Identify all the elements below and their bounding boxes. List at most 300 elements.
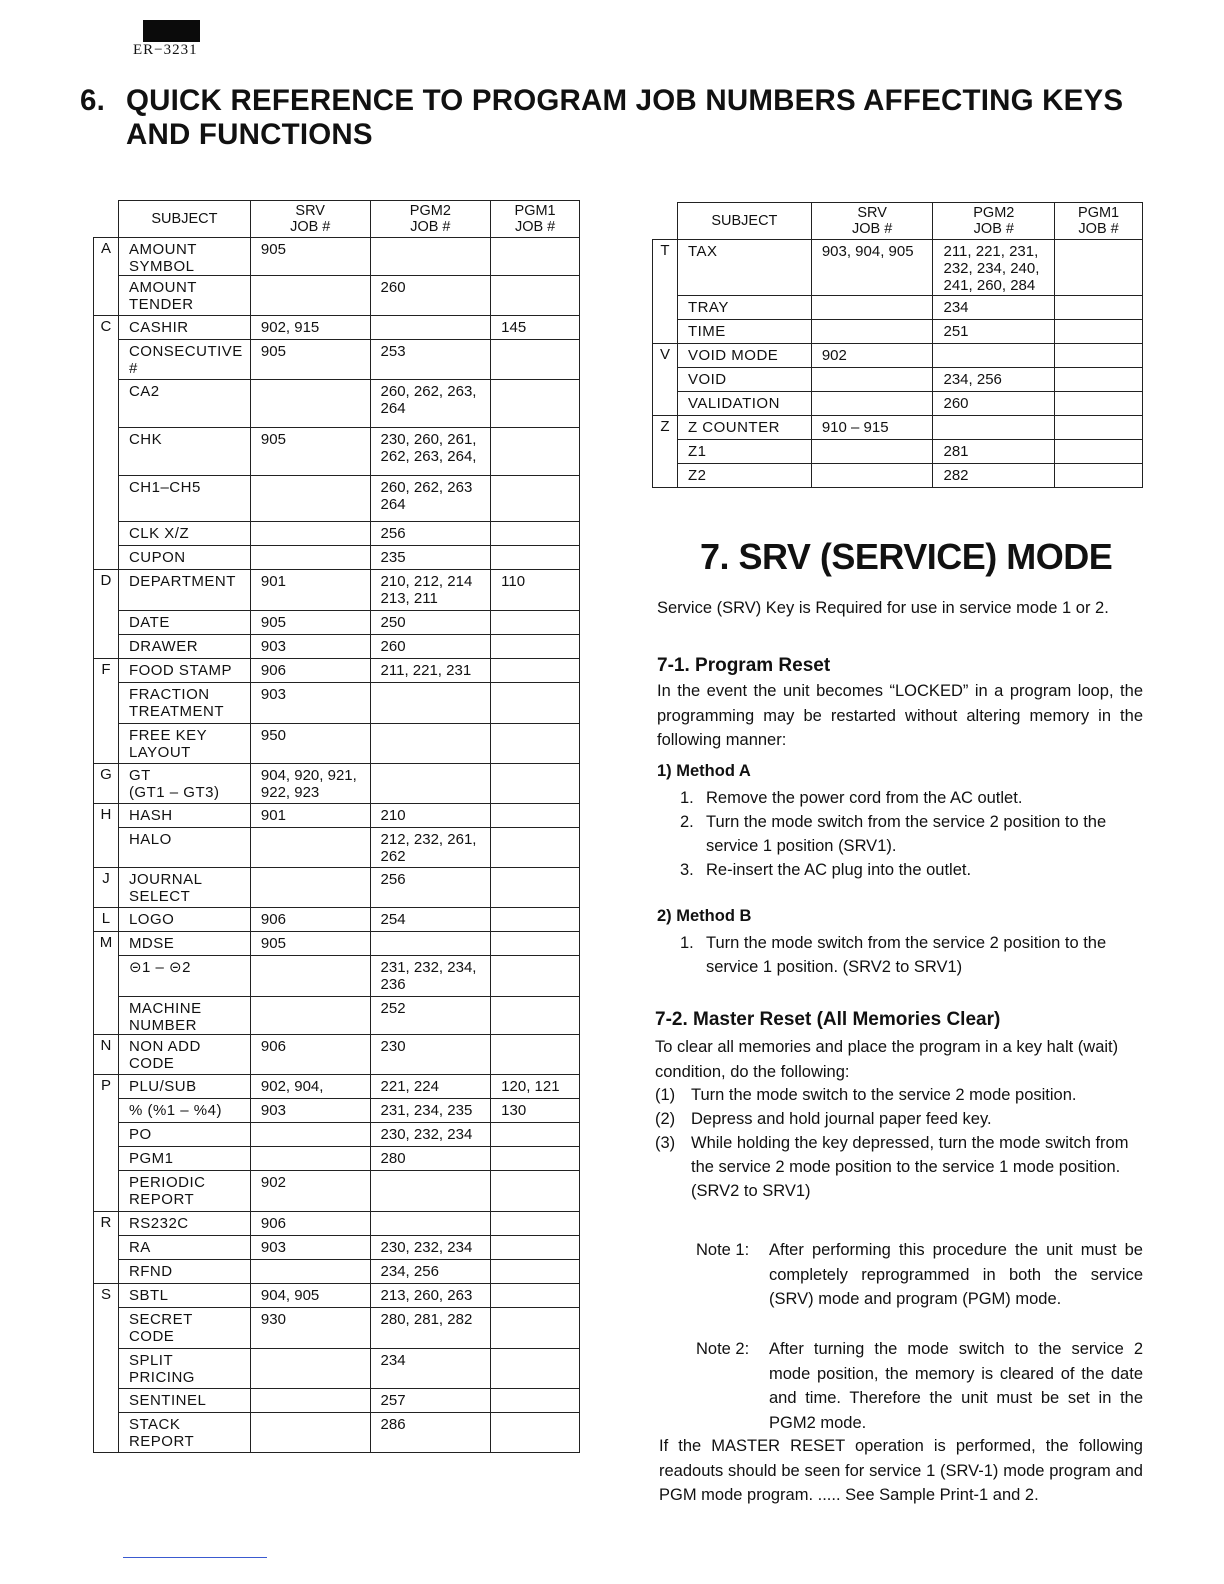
footer-divider [123,1557,267,1558]
row-pgm1-job [491,1123,580,1147]
row-pgm2-job: 286 [370,1413,491,1453]
row-pgm1-job [491,1147,580,1171]
row-subject: TIME [677,320,811,344]
row-pgm2-job: 212, 232, 261, 262 [370,828,491,868]
row-subject: CUPON [118,546,250,570]
row-pgm1-job [491,1171,580,1212]
row-pgm2-job: 253 [370,340,491,380]
row-pgm1-job [491,868,580,908]
row-subject: RFND [118,1260,250,1284]
row-letter [94,522,119,546]
table-row [94,1284,580,1308]
row-letter [94,546,119,570]
row-pgm2-job: 257 [370,1389,491,1413]
note-1-text: After performing this procedure the unit must be completely reprogrammed in both the service (SRV) mode and program (PGM) mode. [769,1241,1143,1308]
header-pgm2: PGM2 JOB # [370,201,491,238]
master-reset-step: (3) While holding the key depressed, turn the mode switch from the service 2 mode position to the service 1 mode position. (SRV2 to SRV1) [655,1134,1129,1200]
row-subject: SPLIT PRICING [118,1349,250,1389]
row-srv-job: 906 [250,1035,370,1075]
table-row [94,546,580,570]
row-subject: FOOD STAMP [118,659,250,683]
row-subject: FRACTION TREATMENT [118,683,250,724]
row-subject: % (%1 – %4) [118,1099,250,1123]
table-row [94,1413,580,1453]
row-pgm1-job [491,724,580,764]
table-row [94,1389,580,1413]
section-7-2-title: 7-2. Master Reset (All Memories Clear) [655,1009,1001,1030]
row-letter [653,440,678,464]
row-pgm2-job: 260, 262, 263, 264 [370,380,491,428]
row-pgm2-job: 234 [370,1349,491,1389]
row-pgm2-job: 213, 260, 263 [370,1284,491,1308]
row-srv-job: 905 [250,428,370,476]
row-pgm2-job: 234, 256 [933,368,1055,392]
row-srv-job [811,392,933,416]
row-pgm2-job: 211, 221, 231, 232, 234, 240, 241, 260, 284 [933,240,1055,296]
row-pgm2-job: 256 [370,522,491,546]
row-pgm2-job [370,932,491,956]
row-subject: AMOUNT SYMBOL [118,238,250,276]
table-row [94,956,580,997]
row-srv-job: 902, 904, [250,1075,370,1099]
table-header-row [653,203,1143,240]
row-subject: CA2 [118,380,250,428]
table-row [653,416,1143,440]
table-row [94,1236,580,1260]
row-pgm2-job: 230, 260, 261, 262, 263, 264, [370,428,491,476]
table-row [94,659,580,683]
row-pgm2-job: 234 [933,296,1055,320]
row-pgm2-job [370,764,491,804]
row-letter [94,1413,119,1453]
row-subject: SENTINEL [118,1389,250,1413]
row-letter [94,1349,119,1389]
row-subject: VALIDATION [677,392,811,416]
row-srv-job [250,276,370,316]
method-a-step: 1. Remove the power cord from the AC outlet. [680,789,1023,807]
row-srv-job [811,440,933,464]
row-letter [94,1260,119,1284]
row-pgm1-job [491,1389,580,1413]
row-subject: FREE KEY LAYOUT [118,724,250,764]
row-pgm2-job [370,238,491,276]
row-pgm2-job: 260 [933,392,1055,416]
table-row [94,828,580,868]
row-letter [653,392,678,416]
row-srv-job [250,828,370,868]
row-pgm2-job: 260 [370,635,491,659]
table-row [94,1260,580,1284]
row-pgm1-job [491,956,580,997]
table-row [653,464,1143,488]
row-pgm2-job: 256 [370,868,491,908]
row-pgm2-job: 230, 232, 234 [370,1123,491,1147]
table-row [94,340,580,380]
section-6-number: 6. [80,84,106,117]
table-row [94,997,580,1035]
row-letter [94,683,119,724]
row-pgm1-job [491,1236,580,1260]
row-letter [94,828,119,868]
row-srv-job [811,320,933,344]
row-pgm1-job [491,238,580,276]
row-pgm2-job: 260 [370,276,491,316]
row-srv-job [250,476,370,522]
section-7-1-text: In the event the unit becomes “LOCKED” in a program loop, the programming may be restarted without altering memory in the following manner: [657,682,1143,749]
row-pgm1-job [1055,344,1143,368]
row-pgm1-job [1055,320,1143,344]
row-subject: Z COUNTER [677,416,811,440]
method-a-step: 3. Re-insert the AC plug into the outlet. [680,861,972,879]
table-row [94,276,580,316]
row-subject: CONSECUTIVE # [118,340,250,380]
row-letter [94,997,119,1035]
table-row [653,320,1143,344]
row-srv-job: 905 [250,932,370,956]
table-row [94,1123,580,1147]
row-pgm1-job [491,522,580,546]
header-srv: SRV JOB # [250,201,370,238]
row-letter: A [94,238,119,276]
row-pgm2-job [370,1171,491,1212]
row-srv-job [250,1260,370,1284]
table-row [94,570,580,611]
row-srv-job [250,1349,370,1389]
row-pgm1-job [491,1308,580,1349]
row-subject: PO [118,1123,250,1147]
row-letter [94,635,119,659]
row-letter: P [94,1075,119,1099]
sharp-logo-block [143,20,200,42]
row-subject: LOGO [118,908,250,932]
section-7-intro: Service (SRV) Key is Required for use in service mode 1 or 2. [657,599,1109,617]
section-7-2-text: To clear all memories and place the program in a key halt (wait) condition, do the following: [655,1038,1119,1081]
table-row [94,428,580,476]
table-row [94,316,580,340]
row-srv-job: 904, 920, 921, 922, 923 [250,764,370,804]
row-pgm1-job [491,428,580,476]
row-srv-job [811,296,933,320]
row-pgm2-job: 250 [370,611,491,635]
row-pgm1-job [1055,296,1143,320]
table-row [653,440,1143,464]
row-pgm2-job [370,316,491,340]
row-pgm1-job [491,546,580,570]
row-letter [94,1147,119,1171]
row-srv-job: 903, 904, 905 [811,240,933,296]
note-2 [696,1337,1143,1435]
row-pgm1-job [491,380,580,428]
table-row [94,522,580,546]
header-pgm2: PGM2 JOB # [933,203,1055,240]
row-subject: SECRET CODE [118,1308,250,1349]
row-subject: TAX [677,240,811,296]
method-a-step: 2. Turn the mode switch from the service 2 position to the service 1 position (SRV1). [680,813,1107,855]
table-row [94,683,580,724]
row-srv-job [250,1123,370,1147]
row-srv-job [250,380,370,428]
row-srv-job: 902 [811,344,933,368]
row-pgm1-job [491,804,580,828]
row-letter [94,276,119,316]
row-srv-job: 904, 905 [250,1284,370,1308]
row-letter: S [94,1284,119,1308]
row-pgm1-job [491,1212,580,1236]
job-reference-table-right [652,202,1143,488]
row-srv-job [811,464,933,488]
row-letter [94,956,119,997]
row-pgm1-job [1055,416,1143,440]
row-pgm2-job [370,724,491,764]
closing-paragraph: If the MASTER RESET operation is performed, the following readouts should be seen for service 1 (SRV-1) mode program and PGM mode program. ..... See Sample Print-1 and 2. [659,1437,1143,1504]
row-pgm2-job: 231, 234, 235 [370,1099,491,1123]
row-pgm1-job [491,340,580,380]
table-row [653,392,1143,416]
row-pgm2-job: 211, 221, 231 [370,659,491,683]
row-letter: N [94,1035,119,1075]
row-pgm1-job [491,1413,580,1453]
row-pgm2-job: 230, 232, 234 [370,1236,491,1260]
row-subject: SBTL [118,1284,250,1308]
row-pgm1-job [1055,368,1143,392]
row-pgm2-job [370,1212,491,1236]
row-pgm2-job: 252 [370,997,491,1035]
row-pgm2-job: 260, 262, 263 264 [370,476,491,522]
row-letter [94,1123,119,1147]
row-subject: DATE [118,611,250,635]
table-row [653,368,1143,392]
row-pgm2-job: 280, 281, 282 [370,1308,491,1349]
row-pgm2-job: 281 [933,440,1055,464]
row-srv-job: 950 [250,724,370,764]
table-row [94,1212,580,1236]
row-subject: MACHINE NUMBER [118,997,250,1035]
row-srv-job [250,997,370,1035]
row-subject: CLK X/Z [118,522,250,546]
row-pgm1-job [1055,464,1143,488]
row-pgm1-job [1055,440,1143,464]
row-subject: VOID [677,368,811,392]
table-row [653,240,1143,296]
row-srv-job [250,546,370,570]
row-pgm1-job [491,932,580,956]
row-subject: RS232C [118,1212,250,1236]
row-letter: J [94,868,119,908]
row-pgm1-job [491,1260,580,1284]
row-subject: HASH [118,804,250,828]
row-subject: Z1 [677,440,811,464]
row-pgm1-job [1055,392,1143,416]
row-srv-job: 905 [250,611,370,635]
row-letter: R [94,1212,119,1236]
table-row [94,635,580,659]
row-letter: Z [653,416,678,440]
row-letter [94,1308,119,1349]
table-header-row [94,201,580,238]
row-subject: DEPARTMENT [118,570,250,611]
header-subject: SUBJECT [118,201,250,238]
row-pgm1-job [1055,240,1143,296]
row-letter [94,1389,119,1413]
model-number: ER−3231 [133,42,198,58]
row-subject: AMOUNT TENDER [118,276,250,316]
row-srv-job: 906 [250,1212,370,1236]
row-pgm1-job [491,683,580,724]
row-subject: JOURNAL SELECT [118,868,250,908]
row-pgm2-job: 282 [933,464,1055,488]
row-subject: HALO [118,828,250,868]
row-srv-job: 903 [250,635,370,659]
job-reference-table-left [93,200,580,1453]
row-pgm2-job [933,344,1055,368]
table-row [94,932,580,956]
row-pgm2-job: 210, 212, 214 213, 211 [370,570,491,611]
note-1 [696,1238,1143,1312]
row-pgm1-job [491,635,580,659]
table-row [653,296,1143,320]
row-pgm2-job: 230 [370,1035,491,1075]
row-pgm1-job: 110 [491,570,580,611]
row-srv-job: 906 [250,659,370,683]
table-row [94,1075,580,1099]
table-row [94,764,580,804]
row-srv-job [250,1413,370,1453]
table-row [94,804,580,828]
row-srv-job: 930 [250,1308,370,1349]
row-pgm2-job [370,683,491,724]
row-letter [94,428,119,476]
section-7-title: 7. SRV (SERVICE) MODE [700,536,1113,577]
header-pgm1: PGM1 JOB # [491,201,580,238]
row-pgm1-job [491,476,580,522]
row-pgm2-job: 234, 256 [370,1260,491,1284]
header-pgm1: PGM1 JOB # [1055,203,1143,240]
method-b-step: 1. Turn the mode switch from the service 2 position to the service 1 position. (SRV2 to SRV1) [680,934,1107,976]
row-srv-job [250,956,370,997]
row-srv-job: 903 [250,683,370,724]
header-blank [94,201,119,238]
row-subject: CHK [118,428,250,476]
row-pgm1-job [491,276,580,316]
row-letter [653,368,678,392]
table-row [653,344,1143,368]
table-row [94,1171,580,1212]
row-srv-job: 910 – 915 [811,416,933,440]
row-subject: PERIODIC REPORT [118,1171,250,1212]
row-pgm2-job: 280 [370,1147,491,1171]
row-pgm1-job [491,908,580,932]
row-pgm1-job [491,659,580,683]
row-letter: G [94,764,119,804]
row-pgm1-job: 145 [491,316,580,340]
row-letter [94,476,119,522]
row-letter [94,611,119,635]
header-srv: SRV JOB # [811,203,933,240]
row-letter: T [653,240,678,296]
row-subject: PLU/SUB [118,1075,250,1099]
row-pgm1-job [491,1349,580,1389]
row-pgm2-job: 254 [370,908,491,932]
row-pgm1-job [491,764,580,804]
section-6-title [80,84,1190,152]
row-subject: DRAWER [118,635,250,659]
row-srv-job [811,368,933,392]
row-letter [94,1171,119,1212]
master-reset-step: (2) Depress and hold journal paper feed key. [655,1110,992,1128]
row-letter [653,320,678,344]
row-subject: PGM1 [118,1147,250,1171]
row-subject: VOID MODE [677,344,811,368]
row-subject: MDSE [118,932,250,956]
row-subject: CH1–CH5 [118,476,250,522]
table-row [94,380,580,428]
row-pgm1-job [491,997,580,1035]
table-row [94,1147,580,1171]
row-pgm2-job [933,416,1055,440]
row-srv-job: 903 [250,1099,370,1123]
row-srv-job: 902, 915 [250,316,370,340]
row-srv-job: 905 [250,340,370,380]
row-letter: C [94,316,119,340]
row-letter: M [94,932,119,956]
row-letter [653,464,678,488]
table-row [94,908,580,932]
table-row [94,238,580,276]
row-subject: GT (GT1 – GT3) [118,764,250,804]
row-letter: V [653,344,678,368]
row-srv-job: 905 [250,238,370,276]
table-row [94,868,580,908]
row-subject: STACK REPORT [118,1413,250,1453]
row-subject: NON ADD CODE [118,1035,250,1075]
header-subject: SUBJECT [677,203,811,240]
row-srv-job [250,868,370,908]
row-letter: F [94,659,119,683]
section-6-title-line1: QUICK REFERENCE TO PROGRAM JOB NUMBERS AFFECTING KEYS [126,84,1124,117]
note-2-label: Note 2: [696,1340,750,1358]
row-pgm2-job: 221, 224 [370,1075,491,1099]
row-srv-job [250,1389,370,1413]
row-srv-job: 906 [250,908,370,932]
row-pgm1-job [491,1035,580,1075]
row-pgm1-job [491,828,580,868]
row-subject: ⊝1 – ⊝2 [118,956,250,997]
row-pgm2-job: 210 [370,804,491,828]
row-pgm1-job: 130 [491,1099,580,1123]
row-srv-job: 901 [250,804,370,828]
row-subject: Z2 [677,464,811,488]
row-pgm1-job [491,611,580,635]
row-pgm2-job: 251 [933,320,1055,344]
row-subject: RA [118,1236,250,1260]
row-srv-job: 903 [250,1236,370,1260]
row-letter [94,724,119,764]
row-letter [94,380,119,428]
row-srv-job [250,1147,370,1171]
row-srv-job: 902 [250,1171,370,1212]
master-reset-step: (1) Turn the mode switch to the service 2 mode position. [655,1086,1077,1104]
table-row [94,724,580,764]
note-2-text: After turning the mode switch to the service 2 mode position, the memory is cleared of the date and time. Therefore the unit must be set in the PGM2 mode. [769,1340,1143,1432]
row-subject: CASHIR [118,316,250,340]
row-subject: TRAY [677,296,811,320]
method-b-heading: 2) Method B [657,907,752,925]
header-blank [653,203,678,240]
row-srv-job: 901 [250,570,370,611]
section-7-1-title: 7-1. Program Reset [657,655,831,676]
table-row [94,611,580,635]
note-1-label: Note 1: [696,1241,750,1259]
